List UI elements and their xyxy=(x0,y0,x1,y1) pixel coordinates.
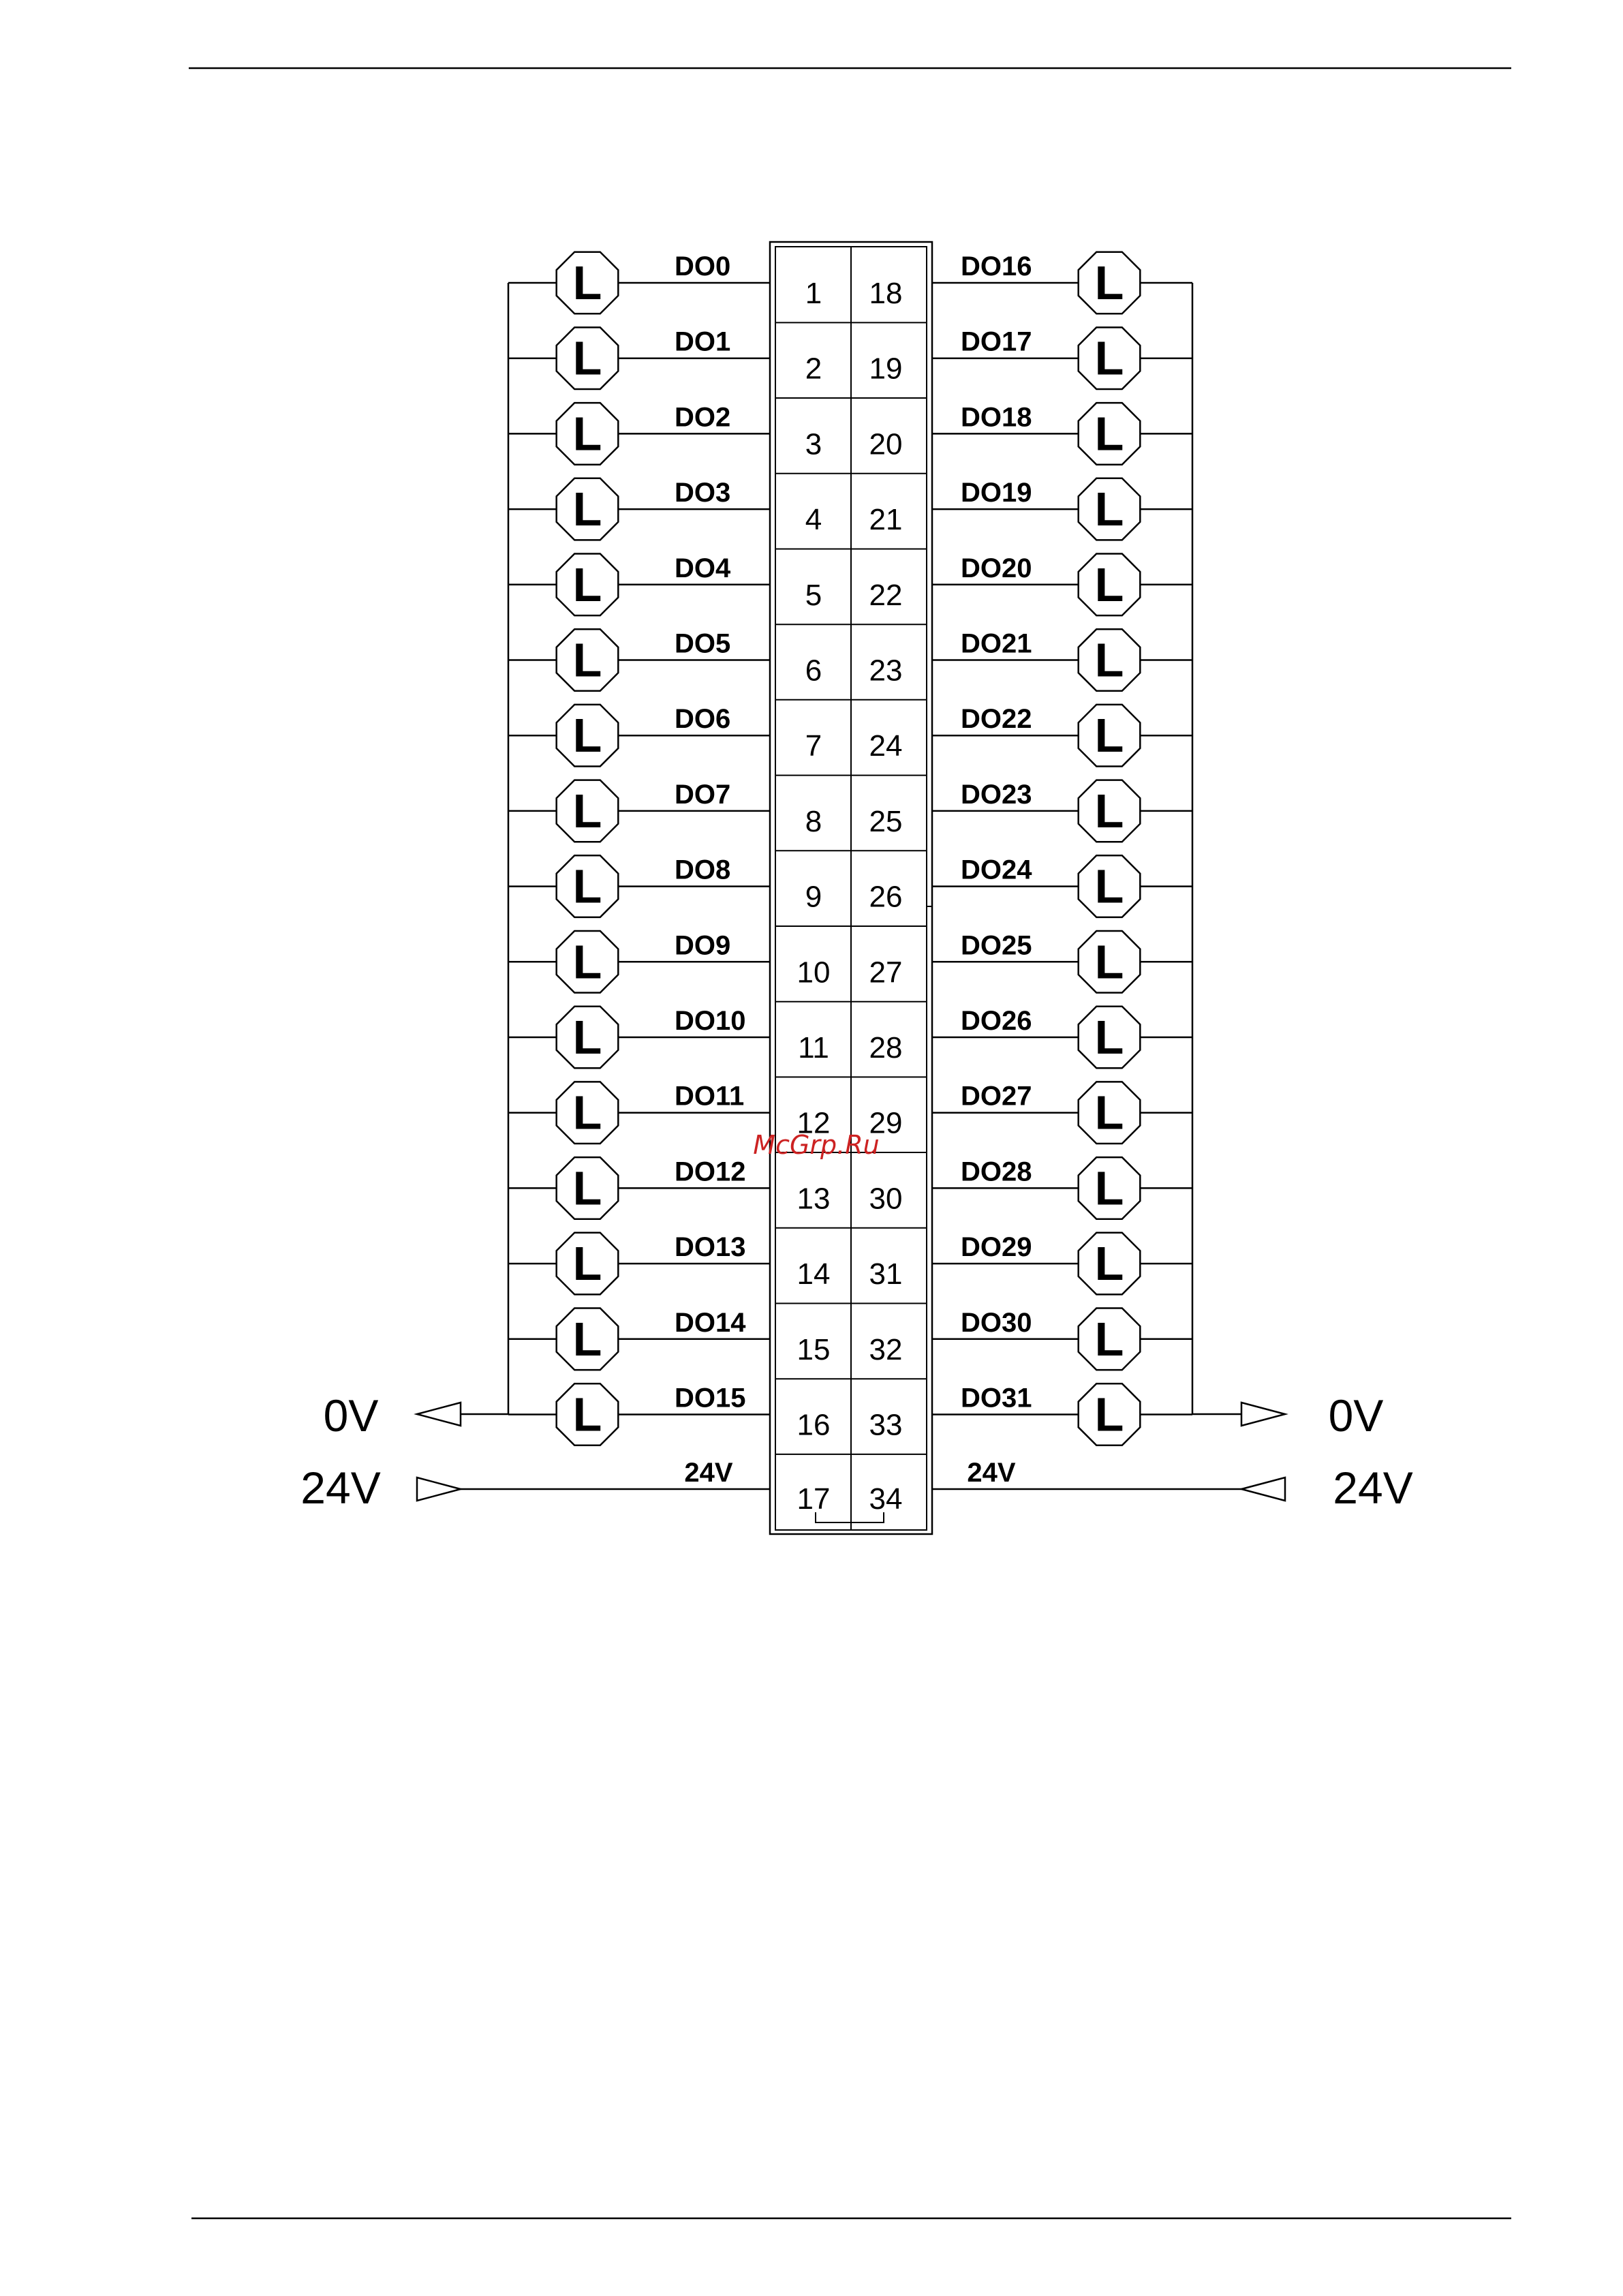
channel-do25 xyxy=(869,930,1192,992)
left-0v-arrow xyxy=(417,1403,461,1426)
right-24v-label: 24V xyxy=(1333,1463,1413,1513)
channel-do13 xyxy=(508,1232,830,1294)
load-lamp-letter: L xyxy=(572,859,602,913)
channel-do26 xyxy=(869,1006,1192,1068)
pin-number: 30 xyxy=(869,1182,903,1216)
load-lamp-letter: L xyxy=(572,784,602,838)
pin-number: 6 xyxy=(805,654,822,688)
pin-number: 1 xyxy=(805,277,822,310)
load-lamp-letter: L xyxy=(572,407,602,461)
load-lamp-letter: L xyxy=(1094,1011,1124,1064)
channel-do9 xyxy=(508,930,830,992)
channel-label: DO6 xyxy=(675,704,731,735)
channel-label: DO10 xyxy=(675,1006,746,1036)
load-lamp-letter: L xyxy=(1094,1312,1124,1366)
pin-number: 23 xyxy=(869,654,903,688)
load-lamp-letter: L xyxy=(1094,557,1124,611)
pin-number: 2 xyxy=(805,352,822,386)
channel-do14 xyxy=(508,1308,830,1370)
load-lamp-letter: L xyxy=(572,709,602,763)
load-lamp-letter: L xyxy=(1094,256,1124,309)
left-24v-label: 24V xyxy=(300,1463,381,1513)
channel-label: DO24 xyxy=(961,855,1032,885)
pin-number: 14 xyxy=(797,1257,831,1291)
left-24v-arrow xyxy=(417,1478,461,1501)
load-lamp-letter: L xyxy=(572,1237,602,1291)
load-lamp-letter: L xyxy=(1094,1086,1124,1139)
watermark: McGrp.Ru xyxy=(753,1130,880,1160)
load-lamp-letter: L xyxy=(1094,1388,1124,1441)
pin-number: 27 xyxy=(869,955,903,990)
pin-number: 21 xyxy=(869,503,903,537)
channel-do17 xyxy=(869,327,1192,389)
left-24v-wire-label: 24V xyxy=(684,1458,733,1488)
channel-do19 xyxy=(869,478,1192,540)
left-channels xyxy=(508,251,830,1445)
load-lamp-letter: L xyxy=(1094,407,1124,461)
right-24v-arrow xyxy=(1241,1478,1285,1501)
channel-label: DO31 xyxy=(961,1383,1032,1413)
load-lamp-letter: L xyxy=(572,1086,602,1139)
channel-label: DO0 xyxy=(675,251,731,281)
pin-number: 11 xyxy=(798,1031,829,1065)
terminal-connector xyxy=(770,242,932,1534)
load-lamp-letter: L xyxy=(572,331,602,385)
pin-17: 17 xyxy=(797,1482,831,1516)
channel-label: DO26 xyxy=(961,1006,1032,1036)
channel-label: DO18 xyxy=(961,402,1032,433)
channel-label: DO17 xyxy=(961,326,1032,357)
channel-do16 xyxy=(869,251,1192,313)
channel-label: DO5 xyxy=(675,628,731,659)
right-channels xyxy=(869,251,1192,1445)
channel-do21 xyxy=(869,629,1192,691)
channel-label: DO14 xyxy=(675,1307,746,1338)
load-lamp-letter: L xyxy=(1094,331,1124,385)
load-lamp-letter: L xyxy=(1094,935,1124,989)
channel-label: DO9 xyxy=(675,930,731,961)
pin-34: 34 xyxy=(869,1482,903,1516)
channel-do22 xyxy=(869,704,1192,766)
load-lamp-letter: L xyxy=(1094,1237,1124,1291)
channel-do15 xyxy=(508,1383,830,1445)
pin-number: 33 xyxy=(869,1408,903,1442)
pin-number: 22 xyxy=(869,578,903,612)
channel-do18 xyxy=(869,402,1192,464)
load-lamp-letter: L xyxy=(572,483,602,536)
channel-label: DO20 xyxy=(961,553,1032,583)
pin-number: 24 xyxy=(869,729,903,763)
load-lamp-letter: L xyxy=(572,633,602,687)
pin-number: 8 xyxy=(805,804,822,838)
channel-label: DO2 xyxy=(675,402,731,433)
pin-number: 9 xyxy=(805,880,822,914)
pin-number: 31 xyxy=(869,1257,903,1291)
load-lamp-letter: L xyxy=(1094,859,1124,913)
channel-label: DO12 xyxy=(675,1157,746,1187)
pin-number: 16 xyxy=(797,1408,831,1442)
channel-label: DO11 xyxy=(675,1081,745,1112)
pin-number: 28 xyxy=(869,1031,903,1065)
channel-do30 xyxy=(869,1308,1192,1370)
load-lamp-letter: L xyxy=(1094,633,1124,687)
channel-label: DO1 xyxy=(675,326,731,357)
left-0v-label: 0V xyxy=(323,1390,379,1441)
load-lamp-letter: L xyxy=(572,1011,602,1064)
pin-number: 20 xyxy=(869,427,903,461)
load-lamp-letter: L xyxy=(572,557,602,611)
channel-do20 xyxy=(869,553,1192,615)
load-lamp-letter: L xyxy=(572,935,602,989)
pin-number: 15 xyxy=(797,1332,831,1366)
load-lamp-letter: L xyxy=(572,256,602,309)
channel-label: DO4 xyxy=(675,553,731,583)
right-0v-arrow xyxy=(1241,1403,1285,1426)
load-lamp-letter: L xyxy=(572,1312,602,1366)
channel-do24 xyxy=(869,855,1192,917)
channel-label: DO30 xyxy=(961,1307,1032,1338)
channel-label: DO19 xyxy=(961,478,1032,508)
pin-number: 32 xyxy=(869,1332,903,1366)
channel-do29 xyxy=(869,1232,1192,1294)
channel-do28 xyxy=(869,1157,1192,1219)
channel-do10 xyxy=(508,1006,829,1068)
pin-number: 18 xyxy=(869,277,903,310)
pin-number: 5 xyxy=(805,578,822,612)
channel-label: DO7 xyxy=(675,779,731,810)
channel-label: DO25 xyxy=(961,930,1032,961)
channel-label: DO23 xyxy=(961,779,1032,810)
load-lamp-letter: L xyxy=(1094,709,1124,763)
channel-label: DO3 xyxy=(675,478,731,508)
pin-number: 12 xyxy=(797,1106,831,1140)
pin-number: 26 xyxy=(869,880,903,914)
channel-label: DO16 xyxy=(961,251,1032,281)
channel-label: DO15 xyxy=(675,1383,746,1413)
channel-label: DO29 xyxy=(961,1232,1032,1263)
load-lamp-letter: L xyxy=(572,1161,602,1215)
pin-number: 19 xyxy=(869,352,903,386)
pin-number: 7 xyxy=(805,729,822,763)
channel-label: DO21 xyxy=(961,628,1032,659)
channel-label: DO22 xyxy=(961,704,1032,735)
pin-number: 10 xyxy=(797,955,831,990)
pin-number: 3 xyxy=(805,427,822,461)
pin-number: 25 xyxy=(869,804,903,838)
channel-do31 xyxy=(869,1383,1192,1445)
channel-do23 xyxy=(869,780,1192,842)
load-lamp-letter: L xyxy=(1094,483,1124,536)
right-24v-wire-label: 24V xyxy=(967,1458,1016,1488)
pin-number: 13 xyxy=(797,1182,831,1216)
right-0v-label: 0V xyxy=(1328,1390,1384,1441)
channel-label: DO28 xyxy=(961,1157,1032,1187)
pin-number: 4 xyxy=(805,503,822,537)
channel-do27 xyxy=(869,1082,1192,1144)
channel-do12 xyxy=(508,1157,830,1219)
channel-label: DO8 xyxy=(675,855,731,885)
channel-label: DO27 xyxy=(961,1081,1032,1112)
channel-label: DO13 xyxy=(675,1232,746,1263)
load-lamp-letter: L xyxy=(1094,784,1124,838)
load-lamp-letter: L xyxy=(1094,1161,1124,1215)
pin-number: 29 xyxy=(869,1106,903,1140)
load-lamp-letter: L xyxy=(572,1388,602,1441)
